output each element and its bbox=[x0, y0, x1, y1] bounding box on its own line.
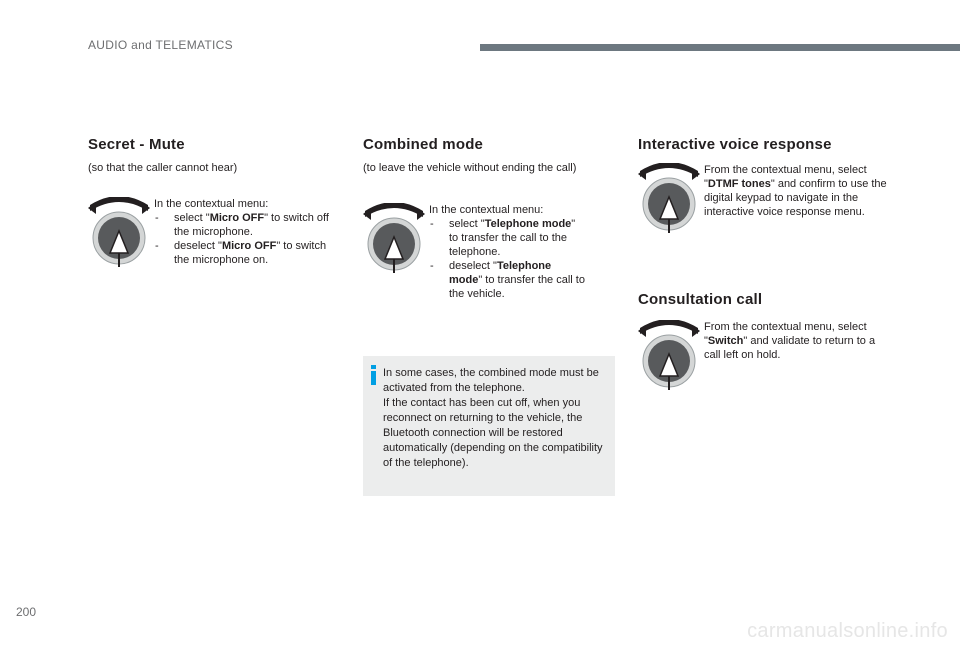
column-voice-response bbox=[638, 136, 890, 362]
instruction-intro: In the contextual menu: bbox=[154, 198, 269, 210]
instruction-list bbox=[154, 211, 340, 267]
rotary-knob-icon bbox=[363, 203, 425, 275]
list-item: - deselect "Micro OFF" to switch the microphone on. bbox=[154, 239, 340, 267]
section-title-consultation-call: Consultation call bbox=[638, 291, 763, 308]
instruction-intro: In the contextual menu: bbox=[429, 204, 544, 216]
info-box bbox=[363, 356, 615, 496]
watermark: carmanualsonline.info bbox=[747, 620, 948, 642]
running-header: AUDIO and TELEMATICS bbox=[88, 38, 233, 52]
column-combined-mode bbox=[363, 136, 615, 301]
section-subtitle: (to leave the vehicle without ending the call) bbox=[363, 162, 577, 174]
info-text: In some cases, the combined mode must be activated from the telephone. If the contact has been cut off, when you reconnect on returning to the vehicle, the Bluetooth connection will be restored automatically (depending on the compatibility of the telephone). bbox=[383, 367, 603, 469]
instruction-block bbox=[363, 203, 615, 301]
section-title-secret-mute: Secret - Mute bbox=[88, 136, 185, 153]
section-title-combined-mode: Combined mode bbox=[363, 136, 484, 153]
instruction-text: From the contextual menu, select "Switch" and validate to return to a call left on hold. bbox=[704, 321, 876, 361]
list-item: - select "Telephone mode" to transfer the call to the telephone. bbox=[429, 217, 587, 259]
list-item: - select "Micro OFF" to switch off the microphone. bbox=[154, 211, 340, 239]
rotary-knob-icon bbox=[638, 320, 700, 392]
list-item: - deselect "Telephone mode" to transfer the call to the vehicle. bbox=[429, 259, 587, 301]
info-icon bbox=[369, 365, 379, 385]
page-number: 200 bbox=[16, 605, 37, 619]
instruction-list bbox=[429, 217, 587, 301]
instruction-block bbox=[638, 163, 890, 241]
header-bar bbox=[480, 44, 960, 51]
rotary-knob-icon bbox=[88, 197, 150, 269]
instruction-block bbox=[638, 320, 890, 362]
instruction-block bbox=[88, 197, 340, 267]
section-subtitle: (so that the caller cannot hear) bbox=[88, 162, 238, 174]
section-title-interactive-voice-response: Interactive voice response bbox=[638, 136, 832, 153]
column-secret-mute bbox=[88, 136, 340, 267]
rotary-knob-icon bbox=[638, 163, 700, 235]
instruction-text: From the contextual menu, select "DTMF tones" and confirm to use the digital keypad to navigate in the interactive voice response menu. bbox=[704, 164, 887, 218]
